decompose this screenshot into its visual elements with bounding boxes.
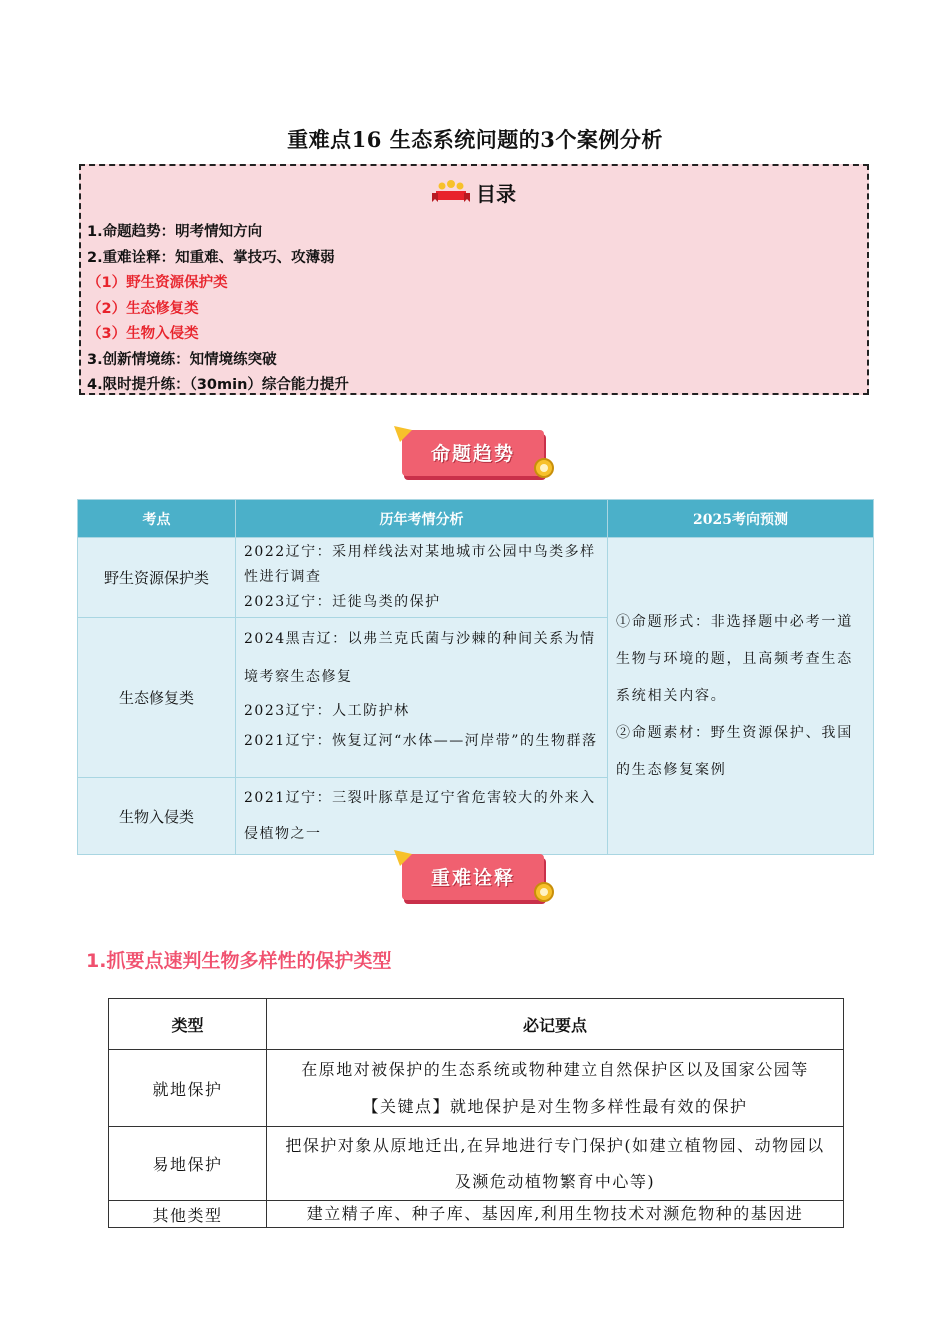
point-text: 【关键点】就地保护是对生物多样性最有效的保护 [362, 1097, 748, 1116]
table-row [109, 1127, 844, 1201]
explain-banner-label: 重难诠释 [430, 867, 515, 889]
type-cell: 就地保护 [109, 1050, 267, 1127]
table-row [109, 1201, 844, 1228]
prediction-item: ②命题素材：野生资源保护、我国的生态修复案例 [616, 724, 853, 778]
prediction-item: ①命题形式：非选择题中必考一道生物与环境的题，且高频考查生态系统相关内容。 [616, 613, 853, 704]
toc-item[interactable]: 4.限时提升练：（30min）综合能力提升 [87, 377, 349, 393]
category-cell: 生态修复类 [78, 618, 236, 778]
table-header-row [78, 500, 874, 538]
toc-item[interactable]: 2.重难诠释：知重难、掌技巧、攻薄弱 [87, 249, 335, 266]
type-cell: 其他类型 [109, 1201, 267, 1228]
history-item: 2022辽宁：采用样线法对某地城市公园中鸟类多样性进行调查 [244, 544, 596, 585]
section-heading: 1.抓要点速判生物多样性的保护类型 [86, 950, 392, 972]
history-cell [236, 778, 608, 855]
points-cell [267, 1127, 844, 1201]
column-header: 类型 [109, 999, 267, 1050]
page-title: 重难点16 生态系统问题的3个案例分析 [287, 127, 663, 152]
table-row [78, 538, 874, 618]
point-text: 把保护对象从原地迁出,在异地进行专门保护(如建立植物园、动物园以及濒危动植物繁育中心等) [285, 1135, 825, 1191]
toc-list [87, 220, 349, 399]
point-text: 在原地对被保护的生态系统或物种建立自然保护区以及国家公园等 [301, 1060, 809, 1079]
history-item: 2023辽宁：迁徙鸟类的保护 [244, 594, 441, 610]
crown-ribbon-icon [432, 180, 470, 211]
toc-item[interactable]: 1.命题趋势：明考情知方向 [87, 224, 263, 240]
table-row [109, 1050, 844, 1127]
history-item: 2021辽宁：三裂叶豚草是辽宁省危害较大的外来入侵植物之一 [244, 790, 596, 842]
column-header: 历年考情分析 [236, 500, 608, 538]
table-of-contents [79, 164, 869, 395]
history-item: 2021辽宁：恢复辽河“水体——河岸带”的生物群落 [244, 733, 598, 749]
toc-item[interactable]: 3.创新情境练：知情境练突破 [87, 351, 277, 368]
history-item: 2024黑吉辽：以弗兰克氏菌与沙棘的种间关系为情境考察生态修复 [244, 631, 596, 685]
table-header-row [109, 999, 844, 1050]
protection-types-table [108, 998, 844, 1228]
history-item: 2023辽宁：人工防护林 [244, 703, 410, 719]
trend-table [77, 499, 874, 855]
trend-banner-label: 命题趋势 [430, 443, 515, 465]
trend-banner [392, 424, 560, 490]
point-text: 建立精子库、种子库、基因库,利用生物技术对濒危物种的基因进 [306, 1204, 804, 1223]
points-cell [267, 1050, 844, 1127]
toc-header [81, 178, 867, 211]
category-cell: 生物入侵类 [78, 778, 236, 855]
explain-banner [392, 848, 560, 914]
toc-heading: 目录 [476, 182, 516, 206]
column-header: 考点 [78, 500, 236, 538]
column-header: 2025考向预测 [608, 500, 874, 538]
column-header: 必记要点 [267, 999, 844, 1050]
history-cell [236, 618, 608, 778]
toc-subitem[interactable]: （1）野生资源保护类 [87, 275, 228, 291]
type-cell: 易地保护 [109, 1127, 267, 1201]
prediction-cell [608, 538, 874, 855]
points-cell [267, 1201, 844, 1228]
toc-subitem[interactable]: （2）生态修复类 [87, 300, 199, 317]
category-cell: 野生资源保护类 [78, 538, 236, 618]
toc-subitem[interactable]: （3）生物入侵类 [87, 326, 199, 342]
history-cell [236, 538, 608, 618]
